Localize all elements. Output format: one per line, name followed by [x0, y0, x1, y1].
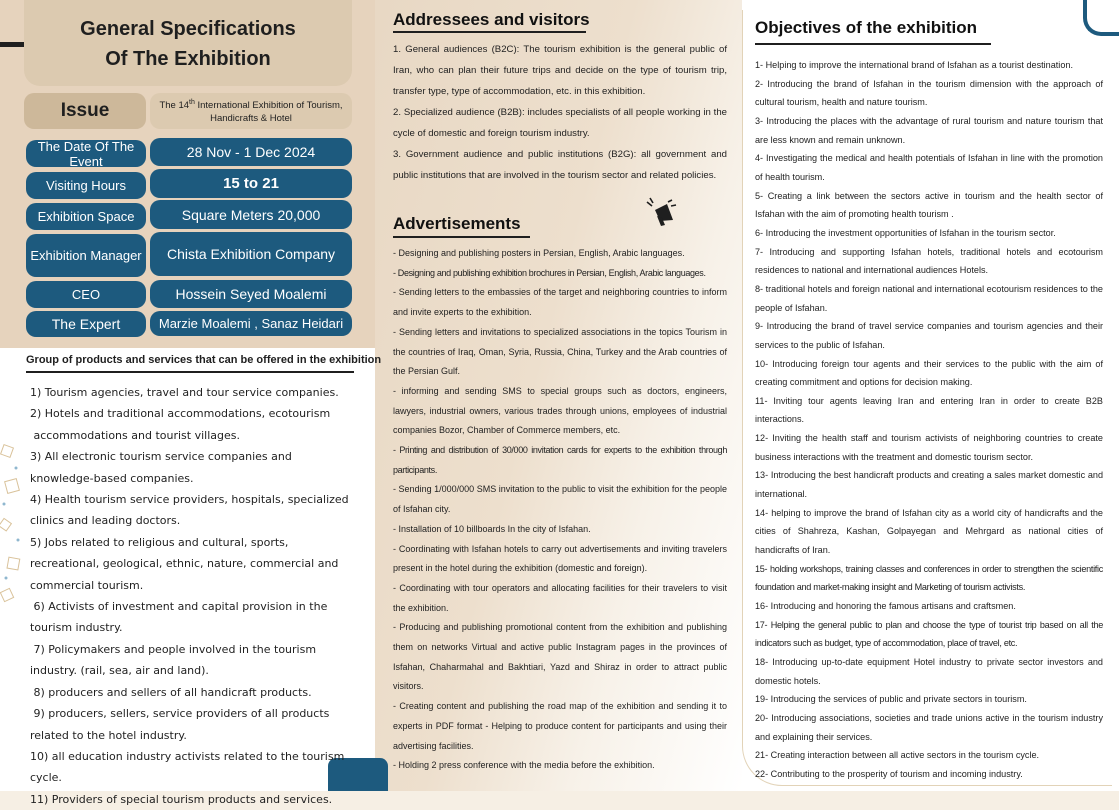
list-item: 19- Introducing the services of public and private sectors in tourism.	[755, 694, 1027, 705]
advertisements-list	[393, 244, 727, 776]
spec-label-space: Exhibition Space	[26, 203, 146, 230]
list-item: 21- Creating interaction between all active sectors in the tourism cycle.	[755, 750, 1040, 761]
list-item: 2) Hotels and traditional accommodations, ecotourism accommodations and tourist villages.	[30, 407, 331, 442]
list-item: 7) Policymakers and people involved in the tourism industry. (rail, sea, air and land).	[30, 642, 320, 678]
list-item: 1. General audiences (B2C): The tourism exhibition is the general public of Iran, who can plan their future trips and decide on the type of tourism trip, transfer type, type of accommodation, etc. in this exhibition.	[393, 44, 727, 97]
spec-value-ceo: Hossein Seyed Moalemi	[150, 280, 352, 308]
spec-value-manager: Chista Exhibition Company	[150, 232, 352, 276]
list-item: - Creating content and publishing the road map of the exhibition and sending it to experts in PDF format - Helping to produce content for participants and using their advertising facilities.	[393, 701, 727, 751]
list-item: 20- Introducing associations, societies and trade unions active in the tourism industry and explaining their services.	[755, 712, 1103, 742]
list-item: - Printing and distribution of 30/000 invitation cards for experts to the exhibition through participants.	[393, 445, 727, 475]
list-item: 1) Tourism agencies, travel and tour service companies.	[30, 386, 339, 399]
addressees-divider	[393, 31, 586, 33]
spec-label-ceo: CEO	[26, 281, 146, 308]
list-item: - Sending 1/000/000 SMS invitation to the public to visit the exhibition for the people of Isfahan city.	[393, 484, 727, 515]
groups-divider	[26, 371, 354, 373]
list-item: 15- holding workshops, training classes and conferences in order to strengthen the scientific foundation and market-making insight and Marketing of tourism activists.	[755, 563, 1103, 593]
list-item: 18- Introducing up-to-date equipment Hotel industry to private sector investors and domestic hotels.	[755, 657, 1103, 686]
spec-value-hours: 15 to 21	[150, 169, 352, 198]
list-item: 13- Introducing the best handicraft products and creating a sales market domestic and international.	[755, 470, 1103, 500]
objectives-list	[755, 56, 1103, 784]
list-item: 6) Activists of investment and capital provision in the tourism industry.	[30, 600, 331, 635]
addressees-heading: Addressees and visitors	[393, 10, 590, 29]
advertisements-heading: Advertisements	[393, 214, 521, 233]
list-item: - Holding 2 press conference with the media before the exhibition.	[393, 760, 655, 771]
list-item: 3- Introducing the places with the advantage of rural tourism and nature tourism that are less known and remain unknown.	[755, 115, 1103, 145]
list-item: 9- Introducing the brand of travel service companies and tourism agencies and their services to the public of Isfahan.	[755, 321, 1103, 350]
list-item: - Designing and publishing exhibition brochures in Persian, English, Arabic languages.	[393, 267, 706, 278]
list-item: 1- Helping to improve the international brand of Isfahan as a tourist destination.	[755, 60, 1073, 70]
list-item: 5- Creating a link between the sectors active in tourism and the health sector of Isfahan with the aim of promoting health tourism .	[755, 190, 1103, 220]
list-item: - informing and sending SMS to special groups such as doctors, engineers, lawyers, industrial owners, various trades through unions, employees of industrial companies Bozor, Chamber of Commerce members, etc.	[393, 385, 727, 436]
spec-label-date: The Date Of The Event	[26, 140, 146, 167]
list-item: 7- Introducing and supporting Isfahan hotels, traditional hotels and ecotourism residences to national and international audiences Hotels.	[755, 246, 1103, 276]
list-item: - Coordinating with tour operators and allocating facilities for their travelers to visit the exhibition.	[393, 582, 727, 613]
list-item: 10- Introducing foreign tour agents and their services to the public with the aim of creating commitment and options for decision making.	[755, 358, 1103, 388]
spec-label-manager: Exhibition Manager	[26, 234, 146, 277]
list-item: 11) Providers of special tourism products and services.	[30, 792, 333, 806]
list-item: - Installation of 10 billboards In the city of Isfahan.	[393, 523, 591, 534]
spec-value-space: Square Meters 20,000	[150, 200, 352, 229]
addressees-text	[393, 39, 727, 186]
issue-value: The 14th International Exhibition of Tourism, Handicrafts & Hotel	[150, 93, 352, 129]
spec-value-expert: Marzie Moalemi , Sanaz Heidari	[150, 311, 352, 336]
list-item: 16- Introducing and honoring the famous artisans and craftsmen.	[755, 601, 1016, 612]
list-item: - Sending letters to the embassies of the target and neighboring countries to inform and invite experts to the exhibition.	[393, 287, 727, 318]
list-item: 8) producers and sellers of all handicraft products.	[30, 685, 312, 699]
list-item: 5) Jobs related to religious and cultural, sports, recreational, geological, ethnic, nature, commercial and commercial tourism.	[30, 535, 342, 592]
list-item: 9) producers, sellers, service providers of all products related to the hotel industry.	[30, 707, 333, 742]
issue-label: Issue	[24, 93, 146, 129]
list-item: 2- Introducing the brand of Isfahan in the tourism dimension with the approach of cultural tourism, health and nature tourism.	[755, 78, 1103, 108]
groups-list	[30, 382, 356, 810]
spec-label-hours: Visiting Hours	[26, 172, 146, 199]
list-item: 4) Health tourism service providers, hospitals, specialized clinics and leading doctors.	[30, 493, 353, 528]
list-item: 4- Investigating the medical and health potentials of Isfahan in line with the promotion of health tourism.	[755, 153, 1103, 182]
list-item: - Sending letters and invitations to specialized associations in the topics Tourism in the countries of Iraq, Oman, Syria, Russia, China, Turkey and the Arab countries of the Persian Gulf.	[393, 326, 727, 377]
list-item: 6- Introducing the investment opportunities of Isfahan in the tourism sector.	[755, 227, 1056, 238]
spec-value-date: 28 Nov - 1 Dec 2024	[150, 138, 352, 166]
list-item: 3) All electronic tourism service companies and knowledge-based companies.	[30, 450, 296, 485]
objectives-divider	[755, 43, 991, 45]
list-item: 22- Contributing to the prosperity of tourism and incoming industry.	[755, 768, 1023, 779]
pattern-decoration-icon	[0, 440, 22, 620]
list-item: - Producing and publishing promotional content from the exhibition and publishing them on networks Virtual and active public Instagram pages in the provinces of Isfahan, Chaharmahal and Bakhtiari, Yazd and Shiraz in order to attract public visitors.	[393, 622, 727, 692]
list-item: 8- traditional hotels and foreign national and international ecotourism residences to the people of Isfahan.	[755, 283, 1103, 313]
list-item: - Coordinating with Isfahan hotels to carry out advertisements and inviting travelers present in the hotel during the exhibition (domestic and foreign).	[393, 543, 727, 574]
list-item: 17- Helping the general public to plan and choose the type of tourist trip based on all the indicators such as budget, type of accommodation, place of travel, etc.	[755, 619, 1103, 649]
megaphone-icon	[642, 194, 682, 234]
advertisements-divider	[393, 236, 530, 238]
objectives-heading: Objectives of the exhibition	[755, 18, 977, 37]
page-title: General Specifications Of The Exhibition	[80, 18, 296, 70]
corner-decoration	[1083, 0, 1119, 36]
list-item: 12- Inviting the health staff and tourism activists of neighboring countries to create business interactions with the treatment and domestic tourism sector.	[755, 433, 1103, 462]
list-item: 2. Specialized audience (B2B): includes specialists of all people working in the cycle of domestic and foreign tourism industry.	[393, 107, 727, 139]
spec-label-expert: The Expert	[26, 311, 146, 337]
spec-title-box	[24, 0, 352, 86]
list-item: 11- Inviting tour agents leaving Iran and entering Iran in order to create B2B interactions.	[755, 395, 1103, 425]
list-item: - Designing and publishing posters in Persian, English, Arabic languages.	[393, 248, 685, 258]
list-item: 10) all education industry activists related to the tourism cycle.	[30, 749, 348, 785]
list-item: 14- helping to improve the brand of Isfahan city as a world city of handicrafts and the cities of Shahreza, Kashan, Golpayegan and Mehrgard as national cities of handicrafts of Iran.	[755, 507, 1103, 556]
list-item: 3. Government audience and public institutions (B2G): all government and public institutions that are involved in the tourism sector and related policies.	[393, 149, 727, 181]
groups-heading: Group of products and services that can be offered in the exhibition	[26, 354, 382, 366]
